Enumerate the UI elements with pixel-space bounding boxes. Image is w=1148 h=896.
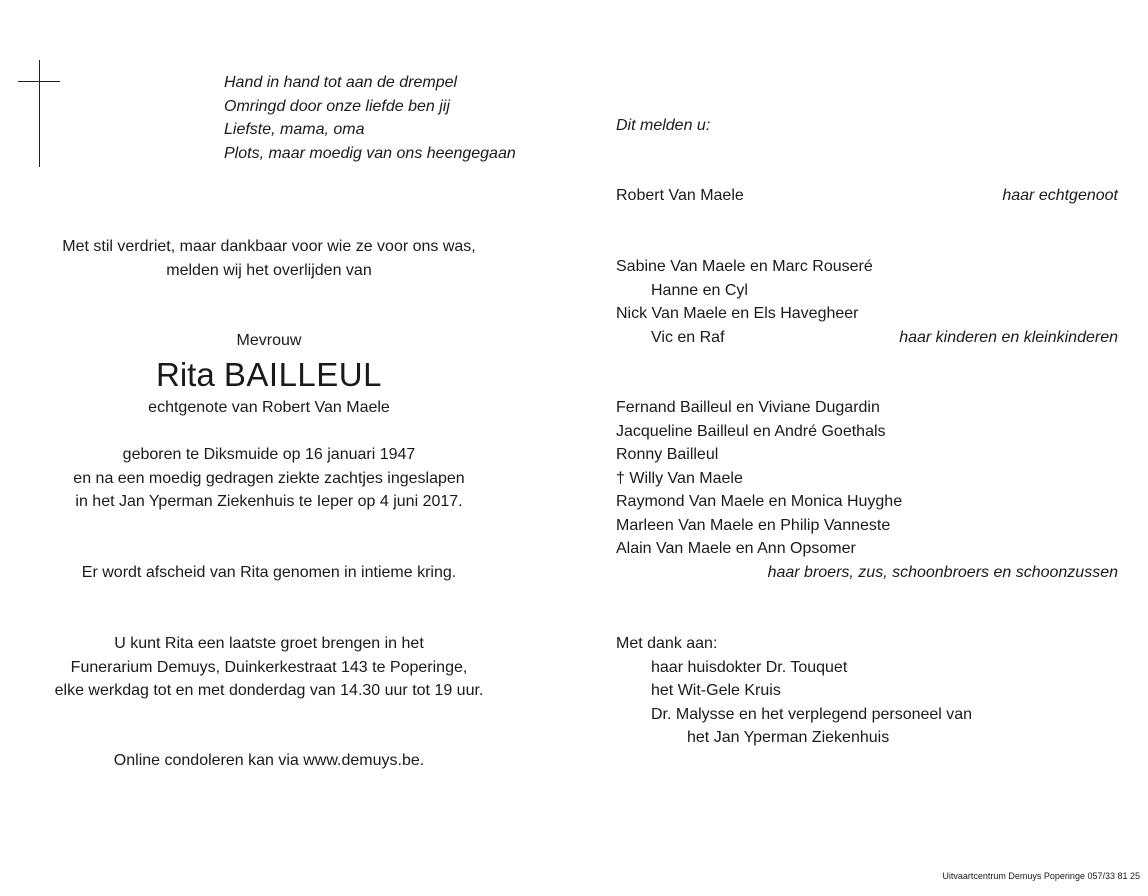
family-line: Nick Van Maele en Els Havegheer: [616, 305, 859, 322]
intro-text: [30, 235, 508, 282]
family-line: Ronny Bailleul: [616, 446, 719, 463]
thanks-line: het Jan Yperman Ziekenhuis: [687, 729, 890, 746]
family-line: † Willy Van Maele: [616, 469, 743, 487]
online-condolence: Online condoleren kan via www.demuys.be.: [113, 752, 425, 769]
visitation-line: U kunt Rita een laatste groet brengen in het: [114, 635, 424, 652]
thanks-heading: Met dank aan:: [616, 635, 718, 652]
family-line: Fernand Bailleul en Viviane Dugardin: [616, 399, 880, 416]
family-line: Jacqueline Bailleul en André Goethals: [616, 422, 886, 440]
detail-line: in het Jan Yperman Ziekenhuis te Ieper op 4 juni 2017.: [75, 493, 463, 510]
visitation-line: Funerarium Demuys, Duinkerkestraat 143 te Poperinge,: [70, 658, 468, 676]
thanks-line: haar huisdokter Dr. Touquet: [651, 658, 848, 676]
last-name: BAILLEUL: [223, 356, 382, 393]
husband-row: [616, 184, 1118, 208]
thanks-block: [616, 632, 1118, 750]
poem-line: Hand in hand tot aan de drempel: [224, 74, 458, 91]
children-role: haar kinderen en kleinkinderen: [899, 328, 1118, 346]
detail-line: geboren te Diksmuide op 16 januari 1947: [122, 446, 416, 463]
cross-icon: [39, 60, 40, 167]
intro-line: Met stil verdriet, maar dankbaar voor wie ze voor ons was,: [62, 238, 476, 255]
siblings-role: haar broers, zus, schoonbroers en schoonzussen: [767, 563, 1118, 581]
visitation-line: elke werkdag tot en met donderdag van 14.30 uur tot 19 uur.: [54, 682, 484, 699]
intro-line: melden wij het overlijden van: [166, 261, 372, 279]
life-details: [30, 443, 508, 514]
family-line: Sabine Van Maele en Marc Rouseré: [616, 258, 873, 275]
first-name: Rita: [156, 356, 215, 393]
announce-heading: Dit melden u:: [616, 117, 711, 134]
siblings-block: [616, 396, 1118, 584]
family-line: Vic en Raf: [651, 328, 725, 346]
funeral-home-footer: Uitvaartcentrum Demuys Poperinge 057/33 81 25: [942, 871, 1140, 881]
husband-role: haar echtgenoot: [1002, 187, 1118, 204]
poem-line: Plots, maar moedig van ons heengegaan: [224, 144, 516, 162]
poem: [224, 71, 564, 165]
deceased-spouse: echtgenote van Robert Van Maele: [148, 399, 390, 416]
family-line: Marleen Van Maele en Philip Vanneste: [616, 516, 891, 534]
family-line: Raymond Van Maele en Monica Huyghe: [616, 493, 903, 510]
family-line: Alain Van Maele en Ann Opsomer: [616, 540, 856, 557]
detail-line: en na een moedig gedragen ziekte zachtjes ingeslapen: [73, 469, 465, 487]
deceased-name: [30, 355, 508, 395]
thanks-line: het Wit-Gele Kruis: [651, 682, 781, 699]
children-block: [616, 255, 1118, 349]
poem-line: Liefste, mama, oma: [224, 121, 365, 138]
cross-icon-bar: [18, 81, 60, 82]
family-line: Hanne en Cyl: [651, 281, 748, 299]
husband-name: Robert Van Maele: [616, 187, 744, 204]
poem-line: Omringd door onze liefde ben jij: [224, 97, 450, 115]
visitation-info: [30, 632, 508, 703]
thanks-line: Dr. Malysse en het verplegend personeel van: [651, 705, 973, 723]
farewell-text: Er wordt afscheid van Rita genomen in intieme kring.: [81, 564, 457, 581]
deceased-title: Mevrouw: [236, 332, 302, 349]
